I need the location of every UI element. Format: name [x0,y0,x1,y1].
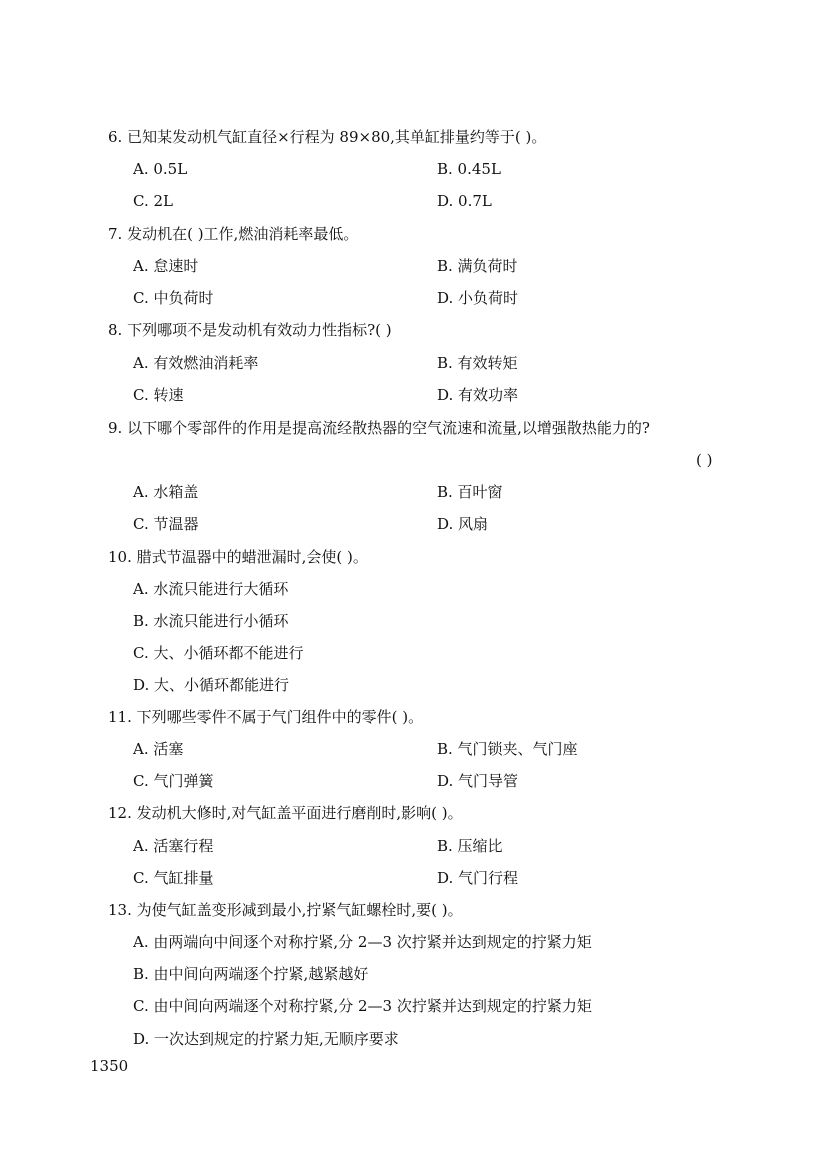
question-12-option-c: C. 气缸排量 [133,869,214,887]
question-7-option-c: C. 中负荷时 [133,289,214,307]
question-13-stem: 13. 为使气缸盖变形减到最小,拧紧气缸螺栓时,要( )。 [108,901,463,919]
question-11-option-c: C. 气门弹簧 [133,772,214,790]
question-7-stem: 7. 发动机在( )工作,燃油消耗率最低。 [108,225,359,243]
question-10-option-d: D. 大、小循环都能进行 [133,676,290,694]
question-7-option-b: B. 满负荷时 [437,257,518,275]
question-7-option-d: D. 小负荷时 [437,289,519,307]
question-12-option-b: B. 压缩比 [437,837,503,855]
question-10-option-a: A. 水流只能进行大循环 [133,580,289,598]
question-10-stem: 10. 腊式节温器中的蜡泄漏时,会使( )。 [108,548,368,566]
question-6-stem: 6. 已知某发动机气缸直径×行程为 89×80,其单缸排量约等于( )。 [108,128,547,146]
question-11-option-d: D. 气门导管 [437,772,519,790]
question-12-option-a: A. 活塞行程 [133,837,214,855]
question-8-option-c: C. 转速 [133,386,184,404]
question-11-option-b: B. 气门锁夹、气门座 [437,740,578,758]
question-6-option-a: A. 0.5L [133,160,188,178]
question-12-stem: 12. 发动机大修时,对气缸盖平面进行磨削时,影响( )。 [108,804,463,822]
question-8-option-b: B. 有效转矩 [437,354,518,372]
question-11-stem: 11. 下列哪些零件不属于气门组件中的零件( )。 [108,708,424,726]
question-9-stem: 9. 以下哪个零部件的作用是提高流经散热器的空气流速和流量,以增强散热能力的? [108,419,650,437]
question-8-option-d: D. 有效功率 [437,386,519,404]
question-8-option-a: A. 有效燃油消耗率 [133,354,259,372]
page-number: 1350 [90,1057,129,1075]
question-9-option-a: A. 水箱盖 [133,483,199,501]
question-9-option-d: D. 风扇 [437,515,489,533]
question-13-option-c: C. 由中间向两端逐个对称拧紧,分 2—3 次拧紧并达到规定的拧紧力矩 [133,997,592,1015]
question-12-option-d: D. 气门行程 [437,869,519,887]
question-13-option-a: A. 由两端向中间逐个对称拧紧,分 2—3 次拧紧并达到规定的拧紧力矩 [133,933,592,951]
question-9-option-c: C. 节温器 [133,515,199,533]
question-13-option-d: D. 一次达到规定的拧紧力矩,无顺序要求 [133,1030,399,1048]
question-6-option-d: D. 0.7L [437,192,492,210]
question-7-option-a: A. 怠速时 [133,257,199,275]
question-8-stem: 8. 下列哪项不是发动机有效动力性指标?( ) [108,321,392,339]
question-10-option-c: C. 大、小循环都不能进行 [133,644,304,662]
question-6-option-b: B. 0.45L [437,160,501,178]
question-11-option-a: A. 活塞 [133,740,184,758]
question-10-option-b: B. 水流只能进行小循环 [133,612,289,630]
question-13-option-b: B. 由中间向两端逐个拧紧,越紧越好 [133,965,369,983]
question-9-option-b: B. 百叶窗 [437,483,503,501]
question-9-stem-continuation: ( ) [696,451,713,469]
question-6-option-c: C. 2L [133,192,173,210]
